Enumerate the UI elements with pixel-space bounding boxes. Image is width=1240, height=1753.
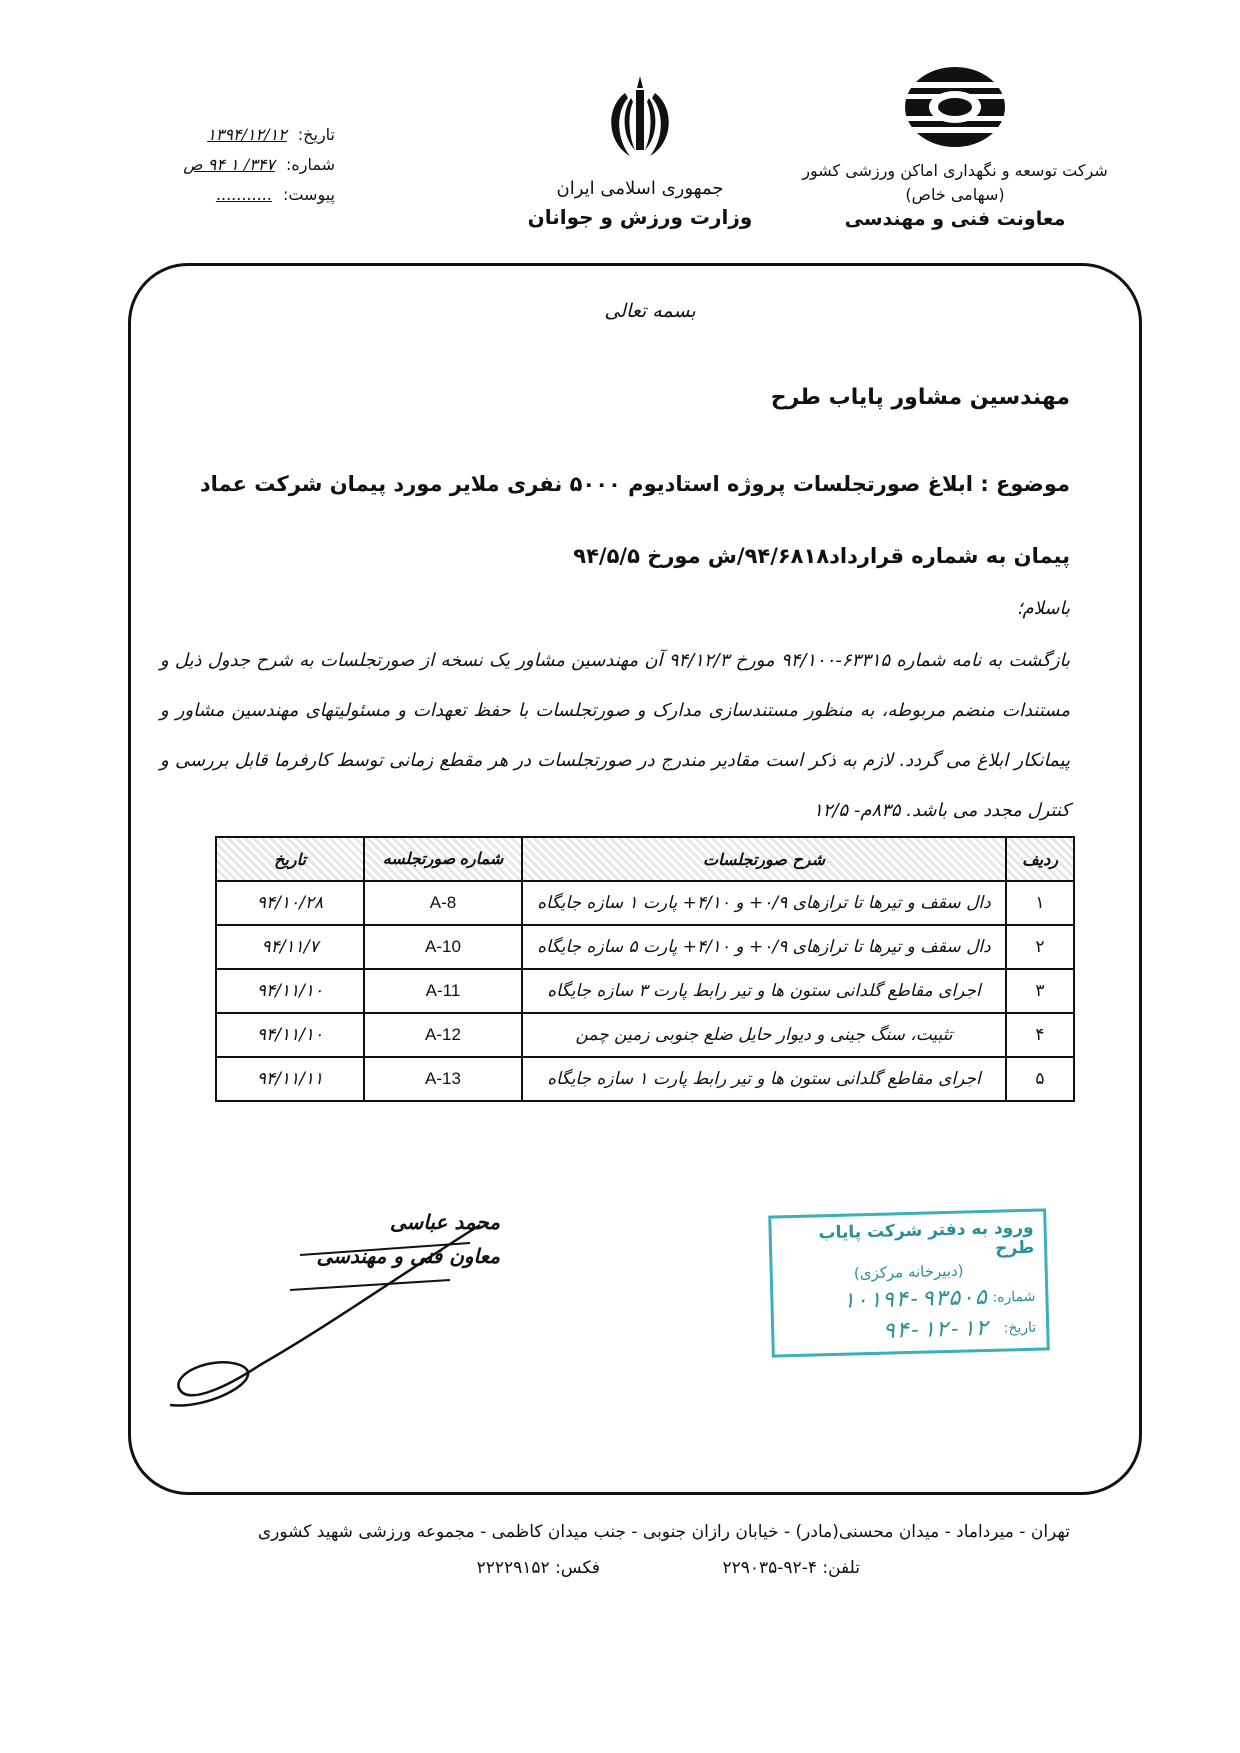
stamp-date-value: ۹۴-۱۲-۱۲ xyxy=(881,1315,989,1344)
attachment-row xyxy=(135,180,335,210)
row-description: دال سقف و تیرها تا ترازهای ۰/۹+ و ۴/۱۰+ پارت ۵ سازه جایگاه xyxy=(522,925,1006,969)
letter-meta xyxy=(135,120,335,210)
row-index: ۲ xyxy=(1006,925,1074,969)
signer-name: محمد عباسی xyxy=(389,1210,500,1234)
row-minutes-number: A-10 xyxy=(364,925,522,969)
letter-body: بازگشت به نامه شماره ۶۳۳۱۵-۹۴/۱۰۰ مورخ ۹۴/۱۲/۳ آن مهندسین مشاور یک نسخه از صورتجلسات به شرح جدول ذیل و مستندات منضم مربوطه، به منظور مستندسازی مدارک و صورتجلسات با حفظ تعهدات و مسئولیتهای مهندسین مشاور و پیمانکار ابلاغ می گردد. لازم به ذکر است مقادیر مندرج در صورتجلسات در هر مقطع زمانی توسط کارفرما قابل بررسی و کنترل مجدد می باشد. ۸۳۵م- ۱۲/۵ xyxy=(160,650,1071,821)
number-label: شماره: xyxy=(285,155,335,174)
row-date: ۹۴/۱۱/۷ xyxy=(216,925,364,969)
row-date: ۹۴/۱۱/۱۰ xyxy=(216,1013,364,1057)
country-name: جمهوری اسلامی ایران xyxy=(556,178,724,199)
row-index: ۵ xyxy=(1006,1057,1074,1101)
letter-subject: موضوع : ابلاغ صورتجلسات پروژه استادیوم ۵۰۰۰ نفری ملایر مورد پیمان شرکت عماد پیمان به شماره قرارداد۹۴/۶۸۱۸/ش مورخ ۹۴/۵/۵ xyxy=(199,472,1070,568)
number-value: ۳۴۷/ ۱ ۹۴ ص xyxy=(183,155,275,174)
row-description: تثبیت، سنگ جینی و دیوار حایل ضلع جنوبی زمین چمن xyxy=(522,1013,1006,1057)
stamp-number-label: شماره: xyxy=(992,1288,1036,1306)
stamp-title: ورود به دفتر شرکت پایاب طرح xyxy=(818,1217,1035,1259)
company-block xyxy=(790,60,1120,231)
row-index: ۳ xyxy=(1006,969,1074,1013)
receipt-stamp xyxy=(768,1208,1050,1357)
row-minutes-number: A-8 xyxy=(364,881,522,925)
row-description: اجرای مقاطع گلدانی ستون ها و تیر رابط پارت ۱ سازه جایگاه xyxy=(522,1057,1006,1101)
minutes-table xyxy=(215,836,1075,1102)
table-row xyxy=(216,881,1074,925)
basmala: بسمه تعالی xyxy=(604,300,696,322)
date-row xyxy=(135,120,335,150)
row-date: ۹۴/۱۱/۱۱ xyxy=(216,1057,364,1101)
attachment-label: پیوست: xyxy=(282,185,335,204)
header-row-index: ردیف xyxy=(1006,837,1074,881)
date-value: ۱۳۹۴/۱۲/۱۲ xyxy=(207,125,287,144)
table-row xyxy=(216,969,1074,1013)
addressee: مهندسین مشاور پایاب طرح xyxy=(770,385,1070,410)
row-minutes-number: A-12 xyxy=(364,1013,522,1057)
company-department: معاونت فنی و مهندسی xyxy=(844,208,1066,230)
table-header-row xyxy=(216,837,1074,881)
signer-title: معاون فنی و مهندسی xyxy=(316,1244,500,1268)
attachment-value: ........... xyxy=(215,185,272,204)
row-minutes-number: A-11 xyxy=(364,969,522,1013)
date-label: تاریخ: xyxy=(297,125,335,144)
row-date: ۹۴/۱۱/۱۰ xyxy=(216,969,364,1013)
row-index: ۴ xyxy=(1006,1013,1074,1057)
row-index: ۱ xyxy=(1006,881,1074,925)
footer-phone: تلفن: ۴-۹۲-۲۲۹۰۳۵ xyxy=(722,1558,860,1578)
footer-address: تهران - میرداماد - میدان محسنی(مادر) - خیابان رازان جنوبی - جنب میدان کاظمی - مجموعه ورزشی شهید کشوری xyxy=(257,1522,1070,1542)
header-date: تاریخ xyxy=(216,837,364,881)
government-block xyxy=(520,68,760,229)
header-minutes-number: شماره صورتجلسه xyxy=(364,837,522,881)
stamp-date-row xyxy=(784,1315,1037,1347)
table-row xyxy=(216,1057,1074,1101)
header-description: شرح صورتجلسات xyxy=(522,837,1006,881)
row-minutes-number: A-13 xyxy=(364,1057,522,1101)
row-description: اجرای مقاطع گلدانی ستون ها و تیر رابط پارت ۳ سازه جایگاه xyxy=(522,969,1006,1013)
number-row xyxy=(135,150,335,180)
stamp-subtitle: (دبیرخانه مرکزی) xyxy=(853,1261,964,1283)
company-name: شرکت توسعه و نگهداری اماکن ورزشی کشور xyxy=(802,161,1108,180)
stamp-date-label: تاریخ: xyxy=(1003,1319,1037,1337)
table-row xyxy=(216,925,1074,969)
row-description: دال سقف و تیرها تا ترازهای ۰/۹+ و ۴/۱۰+ پارت ۱ سازه جایگاه xyxy=(522,881,1006,925)
footer-fax: فکس: ۲۲۲۲۹۱۵۲ xyxy=(476,1558,600,1578)
greeting: باسلام؛ xyxy=(1016,598,1070,619)
stamp-number-row xyxy=(783,1284,1036,1316)
stamp-number-value: ۱۰۱۹۴-۹۳۵۰۵ xyxy=(841,1284,988,1314)
ministry-name: وزارت ورزش و جوانان xyxy=(527,205,753,229)
table-row xyxy=(216,1013,1074,1057)
signature-block xyxy=(300,1210,500,1268)
company-logo-icon xyxy=(900,60,1010,155)
row-date: ۹۴/۱۰/۲۸ xyxy=(216,881,364,925)
company-type: (سهامی خاص) xyxy=(905,185,1005,204)
iran-emblem-icon xyxy=(595,68,685,168)
